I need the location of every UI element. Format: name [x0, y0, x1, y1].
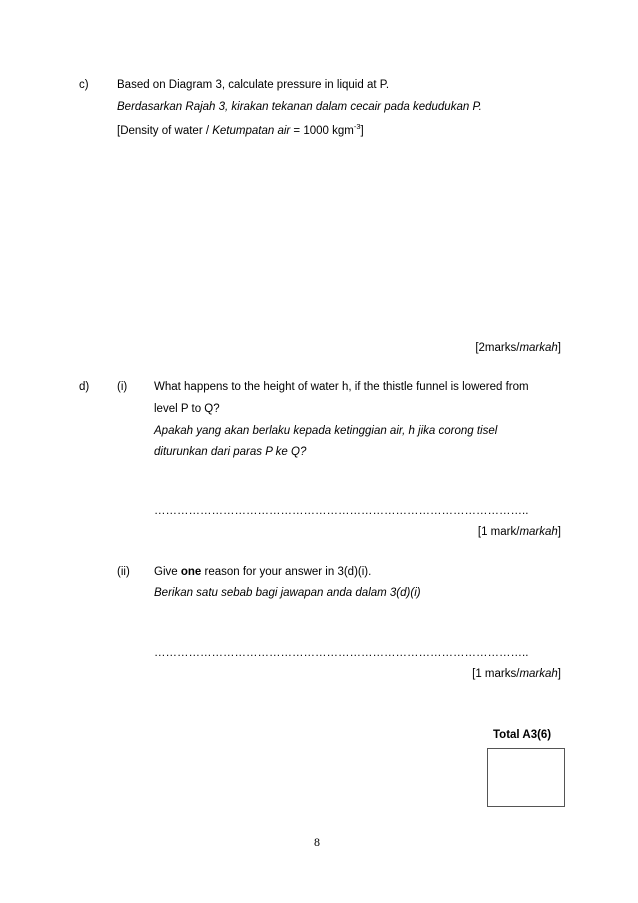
- question-d-i-marks: [478, 526, 561, 538]
- density-note: [117, 122, 364, 137]
- marks-malay: markah: [519, 342, 558, 354]
- total-score-box[interactable]: [487, 748, 565, 807]
- density-open: [Density of water /: [117, 124, 213, 137]
- question-d-i-label: (i): [117, 381, 128, 393]
- text-bold-one: one: [180, 566, 202, 578]
- question-d-ii-label: (ii): [117, 566, 130, 578]
- question-c-marks: [475, 342, 561, 354]
- density-exponent: -3: [353, 122, 361, 131]
- density-malay: Ketumpatan air: [212, 124, 291, 137]
- marks-suffix: ]: [557, 342, 561, 354]
- marks-malay: markah: [519, 668, 558, 680]
- question-d-ii-marks: [472, 668, 561, 680]
- marks-prefix: [1 mark/: [477, 526, 520, 538]
- text-post: reason for your answer in 3(d)(i).: [201, 566, 372, 578]
- answer-line-d-ii[interactable]: ……………………………………………………………………………………..: [154, 647, 529, 659]
- question-c-label: c): [79, 79, 89, 91]
- question-c-malay-text: Berdasarkan Rajah 3, kirakan tekanan dalam cecair pada kedudukan P.: [117, 101, 482, 113]
- density-value: = 1000 kgm: [290, 124, 354, 137]
- answer-line-d-i[interactable]: ……………………………………………………………………………………..: [154, 505, 529, 517]
- question-d-i-malay-line1: Apakah yang akan berlaku kepada ketinggian air, h jika corong tisel: [154, 425, 498, 437]
- question-d-label: d): [79, 381, 90, 393]
- density-close: ]: [360, 124, 364, 137]
- question-c-text: Based on Diagram 3, calculate pressure in liquid at P.: [117, 79, 390, 91]
- marks-malay: markah: [519, 526, 558, 538]
- question-d-i-text-line1: What happens to the height of water h, if the thistle funnel is lowered from: [154, 381, 529, 393]
- marks-prefix: [2marks/: [475, 342, 520, 354]
- question-d-ii-text: [154, 566, 371, 578]
- question-d-ii-malay: Berikan satu sebab bagi jawapan anda dalam 3(d)(i): [154, 587, 421, 599]
- page-number: 8: [314, 835, 320, 849]
- total-label: Total A3(6): [493, 729, 552, 741]
- question-d-i-malay-line2: diturunkan dari paras P ke Q?: [154, 446, 307, 458]
- marks-prefix: [1 marks/: [472, 668, 520, 680]
- marks-suffix: ]: [557, 668, 561, 680]
- marks-suffix: ]: [557, 526, 561, 538]
- question-d-i-text-line2: level P to Q?: [154, 403, 220, 415]
- text-pre: Give: [154, 566, 181, 578]
